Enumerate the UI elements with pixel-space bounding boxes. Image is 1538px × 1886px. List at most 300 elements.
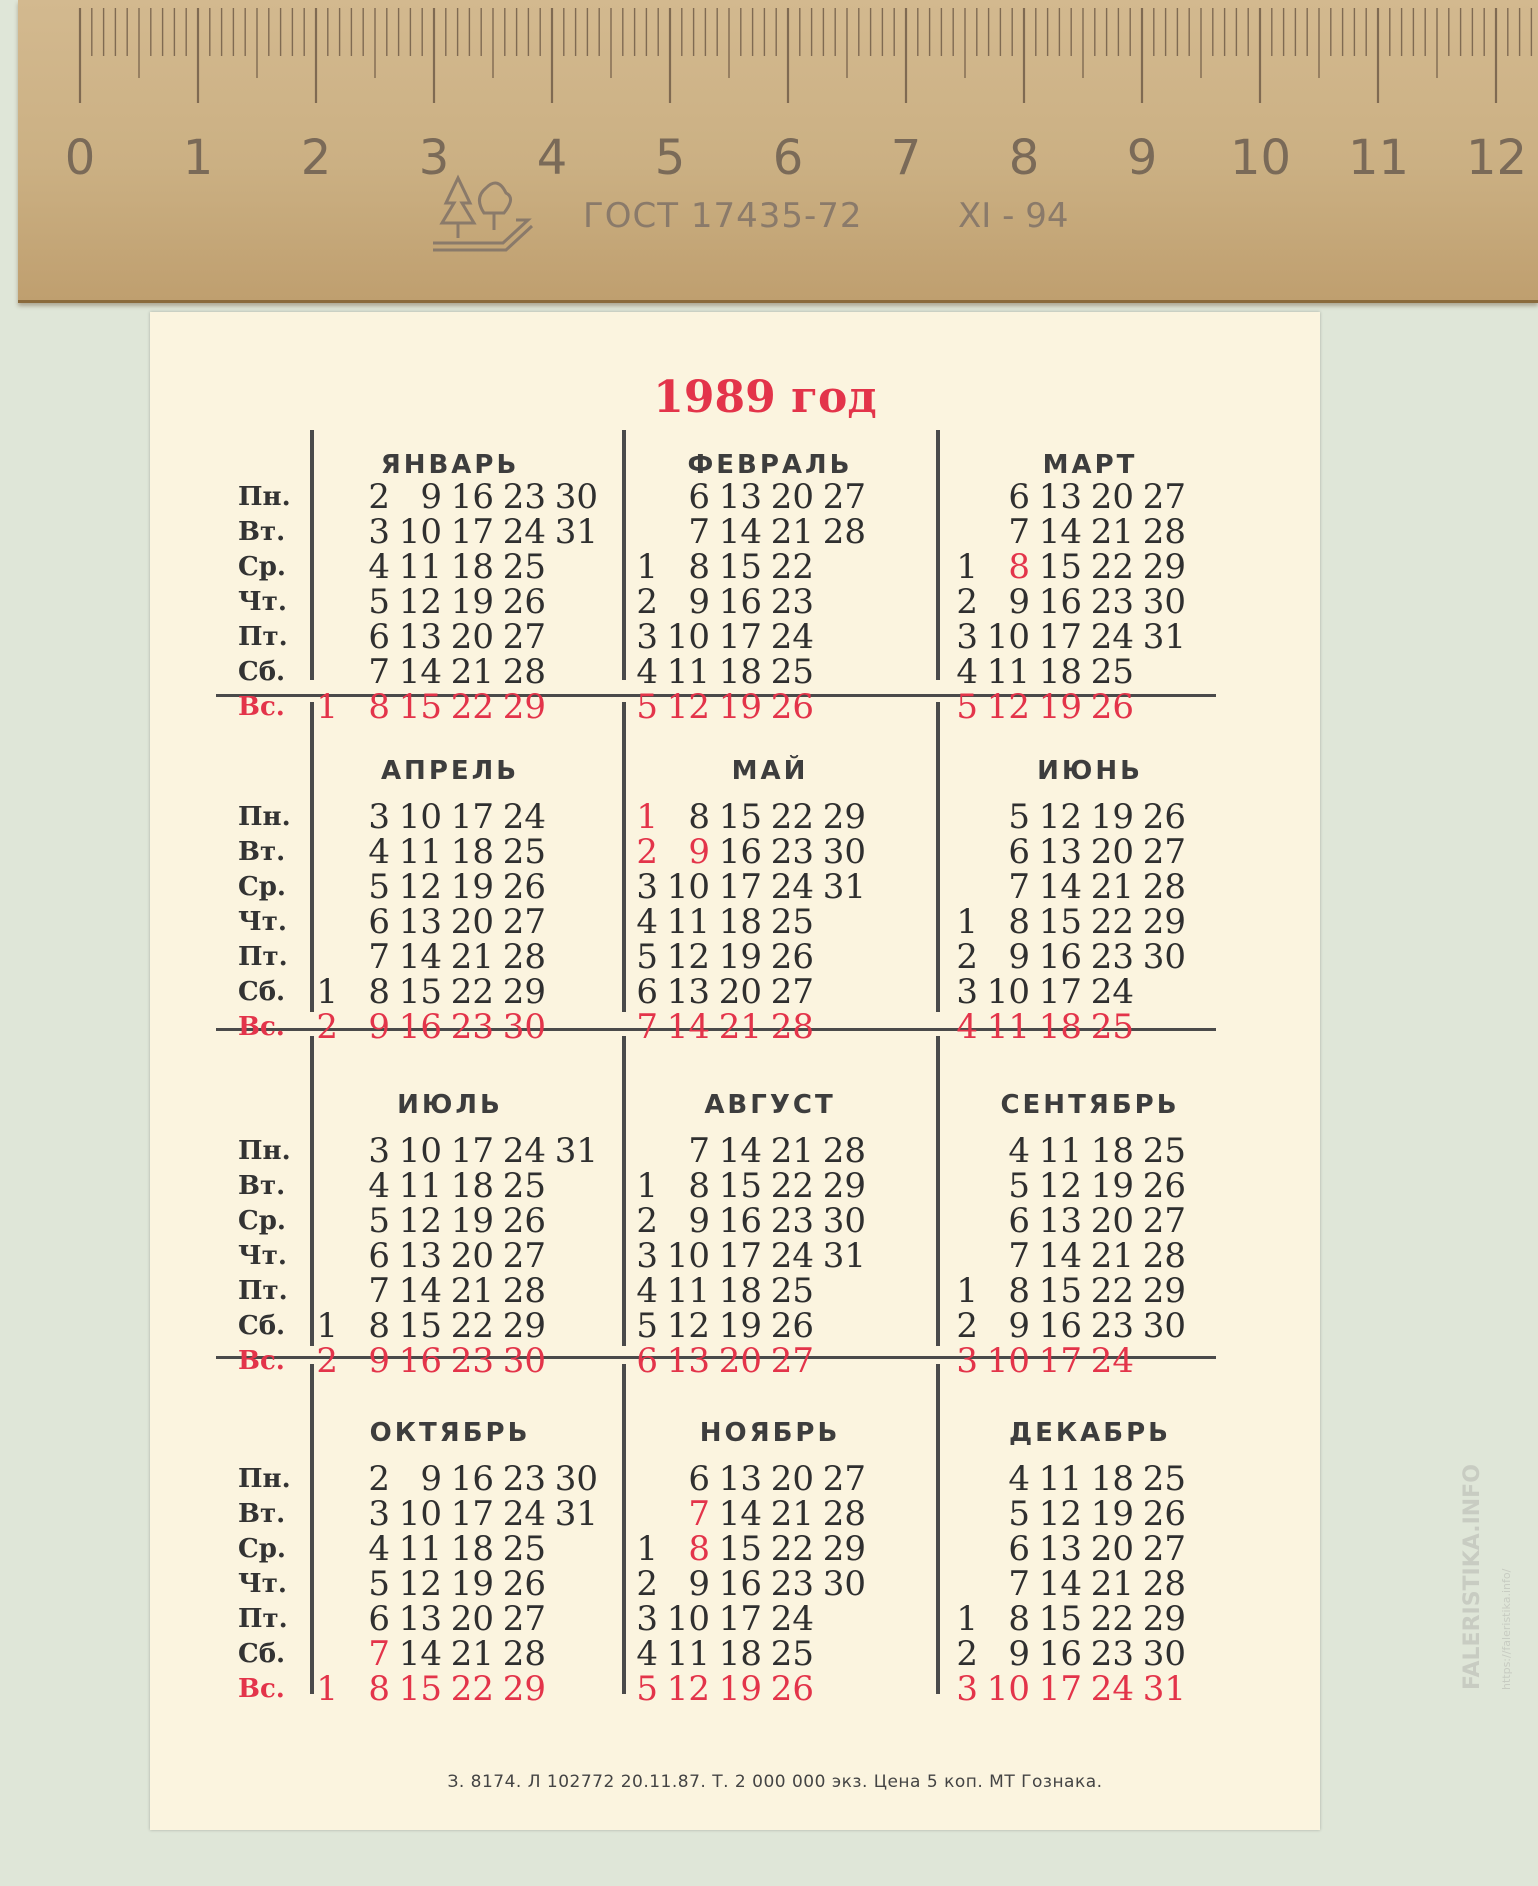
month-name: ИЮНЬ — [1037, 756, 1143, 786]
day-number: 9 — [688, 1564, 710, 1604]
day-number: 12 — [666, 937, 710, 977]
day-number: 28 — [822, 1131, 866, 1171]
day-number: 17 — [1038, 1669, 1082, 1709]
day-number: 16 — [1038, 1634, 1082, 1674]
day-number: 8 — [368, 687, 390, 727]
day-number: 3 — [956, 1341, 978, 1381]
day-number: 28 — [822, 512, 866, 552]
day-number: 7 — [368, 1271, 390, 1311]
day-number: 8 — [1008, 1271, 1030, 1311]
day-number: 22 — [1090, 547, 1134, 587]
day-number: 29 — [1142, 1271, 1186, 1311]
day-number: 20 — [1090, 1201, 1134, 1241]
day-number: 19 — [450, 867, 494, 907]
month-name: ОКТЯБРЬ — [369, 1418, 531, 1448]
wooden-ruler — [18, 0, 1538, 303]
day-number: 2 — [636, 1201, 658, 1241]
weekday-label: Пн. — [238, 482, 291, 512]
day-number: 23 — [770, 1564, 814, 1604]
day-number: 30 — [1142, 1634, 1186, 1674]
day-number: 7 — [1008, 1564, 1030, 1604]
day-number: 4 — [368, 1166, 390, 1206]
day-number: 3 — [636, 867, 658, 907]
day-number: 14 — [1038, 512, 1082, 552]
day-number: 12 — [986, 687, 1030, 727]
day-number: 3 — [636, 617, 658, 657]
day-number: 19 — [1038, 687, 1082, 727]
weekday-label: Чт. — [238, 907, 287, 937]
day-number: 13 — [718, 1459, 762, 1499]
day-number: 17 — [450, 512, 494, 552]
day-number: 10 — [986, 1669, 1030, 1709]
day-number: 31 — [1142, 617, 1186, 657]
day-number: 9 — [688, 582, 710, 622]
day-number: 22 — [450, 1669, 494, 1709]
day-number: 14 — [1038, 1236, 1082, 1276]
day-number: 30 — [554, 1459, 598, 1499]
ruler-number: 4 — [536, 130, 568, 186]
day-number: 22 — [1090, 902, 1134, 942]
month-name: МАРТ — [1042, 450, 1138, 480]
weekday-label: Сб. — [238, 657, 286, 687]
day-number: 24 — [770, 617, 814, 657]
day-number: 7 — [368, 937, 390, 977]
weekday-label: Ср. — [238, 552, 286, 582]
day-number: 18 — [718, 652, 762, 692]
day-number: 9 — [1008, 582, 1030, 622]
month-name: МАЙ — [731, 756, 809, 786]
day-number: 17 — [718, 1599, 762, 1639]
day-number: 22 — [450, 1306, 494, 1346]
ruler-number: 11 — [1348, 130, 1410, 186]
day-number: 21 — [1090, 1236, 1134, 1276]
day-number: 2 — [956, 1634, 978, 1674]
day-number: 22 — [770, 1529, 814, 1569]
day-number: 26 — [502, 1201, 546, 1241]
day-number: 7 — [688, 1494, 710, 1534]
day-number: 8 — [1008, 1599, 1030, 1639]
day-number: 24 — [770, 1236, 814, 1276]
day-number: 27 — [502, 902, 546, 942]
day-number: 11 — [666, 1634, 710, 1674]
day-number: 15 — [398, 972, 442, 1012]
day-number: 4 — [636, 1634, 658, 1674]
day-number: 30 — [822, 1201, 866, 1241]
day-number: 4 — [636, 652, 658, 692]
day-number: 22 — [450, 972, 494, 1012]
day-number: 12 — [1038, 1166, 1082, 1206]
day-number: 19 — [1090, 1494, 1134, 1534]
day-number: 5 — [636, 1669, 658, 1709]
month-name: ЯНВАРЬ — [380, 450, 520, 480]
day-number: 26 — [1142, 1166, 1186, 1206]
day-number: 30 — [1142, 1306, 1186, 1346]
day-number: 14 — [398, 1634, 442, 1674]
day-number: 5 — [636, 687, 658, 727]
day-number: 11 — [398, 547, 442, 587]
day-number: 28 — [1142, 512, 1186, 552]
day-number: 20 — [1090, 832, 1134, 872]
day-number: 13 — [1038, 477, 1082, 517]
day-number: 5 — [1008, 797, 1030, 837]
day-number: 29 — [822, 1166, 866, 1206]
day-number: 26 — [770, 687, 814, 727]
day-number: 8 — [688, 1529, 710, 1569]
day-number: 27 — [1142, 477, 1186, 517]
day-number: 17 — [450, 797, 494, 837]
day-number: 18 — [450, 1529, 494, 1569]
day-number: 13 — [1038, 832, 1082, 872]
day-number: 16 — [450, 477, 494, 517]
calendar-year-title: 1989 год — [653, 372, 877, 423]
month-name: ДЕКАБРЬ — [1009, 1418, 1171, 1448]
day-number: 21 — [1090, 512, 1134, 552]
day-number: 16 — [1038, 937, 1082, 977]
ruler-number: 0 — [64, 130, 96, 186]
day-number: 22 — [1090, 1599, 1134, 1639]
grid-divider-vertical — [310, 1036, 314, 1346]
day-number: 16 — [398, 1341, 442, 1381]
day-number: 28 — [502, 1271, 546, 1311]
day-number: 1 — [636, 1529, 658, 1569]
day-number: 29 — [822, 1529, 866, 1569]
day-number: 30 — [554, 477, 598, 517]
day-number: 1 — [636, 547, 658, 587]
day-number: 17 — [1038, 972, 1082, 1012]
weekday-label: Пн. — [238, 802, 291, 832]
day-number: 18 — [1038, 652, 1082, 692]
day-number: 27 — [770, 972, 814, 1012]
day-number: 10 — [398, 1494, 442, 1534]
day-number: 17 — [450, 1494, 494, 1534]
day-number: 15 — [1038, 902, 1082, 942]
ruler-number: 6 — [772, 130, 804, 186]
day-number: 15 — [718, 1529, 762, 1569]
day-number: 5 — [368, 1201, 390, 1241]
day-number: 16 — [1038, 582, 1082, 622]
weekday-label: Чт. — [238, 1569, 287, 1599]
day-number: 29 — [502, 1669, 546, 1709]
day-number: 14 — [718, 512, 762, 552]
day-number: 23 — [1090, 1306, 1134, 1346]
day-number: 17 — [450, 1131, 494, 1171]
day-number: 10 — [986, 972, 1030, 1012]
day-number: 8 — [688, 547, 710, 587]
day-number: 27 — [770, 1341, 814, 1381]
day-number: 11 — [398, 832, 442, 872]
day-number: 6 — [1008, 477, 1030, 517]
day-number: 13 — [398, 902, 442, 942]
day-number: 6 — [1008, 1529, 1030, 1569]
day-number: 2 — [956, 937, 978, 977]
weekday-label: Чт. — [238, 1241, 287, 1271]
day-number: 25 — [1090, 652, 1134, 692]
day-number: 27 — [1142, 1201, 1186, 1241]
day-number: 17 — [718, 617, 762, 657]
day-number: 20 — [770, 1459, 814, 1499]
month-name: СЕНТЯБРЬ — [1000, 1090, 1180, 1120]
day-number: 18 — [718, 902, 762, 942]
day-number: 7 — [1008, 512, 1030, 552]
day-number: 24 — [770, 867, 814, 907]
day-number: 20 — [450, 1236, 494, 1276]
day-number: 24 — [502, 797, 546, 837]
ruler-number: 10 — [1230, 130, 1292, 186]
day-number: 27 — [1142, 1529, 1186, 1569]
day-number: 24 — [1090, 617, 1134, 657]
weekday-label: Пт. — [238, 1604, 288, 1634]
day-number: 6 — [368, 617, 390, 657]
month-name: ФЕВРАЛЬ — [687, 450, 853, 480]
day-number: 13 — [666, 1341, 710, 1381]
day-number: 1 — [316, 1306, 338, 1346]
day-number: 19 — [450, 1564, 494, 1604]
day-number: 26 — [502, 1564, 546, 1604]
day-number: 12 — [1038, 797, 1082, 837]
day-number: 23 — [502, 477, 546, 517]
day-number: 6 — [688, 1459, 710, 1499]
weekday-label: Чт. — [238, 587, 287, 617]
day-number: 12 — [398, 867, 442, 907]
day-number: 21 — [450, 1634, 494, 1674]
day-number: 15 — [398, 1669, 442, 1709]
day-number: 15 — [718, 547, 762, 587]
day-number: 15 — [1038, 1271, 1082, 1311]
day-number: 30 — [822, 1564, 866, 1604]
day-number: 24 — [1090, 972, 1134, 1012]
day-number: 11 — [398, 1529, 442, 1569]
weekday-label: Вт. — [238, 837, 286, 867]
day-number: 23 — [1090, 582, 1134, 622]
pocket-calendar-card — [150, 312, 1320, 1830]
day-number: 30 — [502, 1341, 546, 1381]
day-number: 9 — [1008, 1306, 1030, 1346]
day-number: 4 — [636, 902, 658, 942]
day-number: 13 — [666, 972, 710, 1012]
day-number: 15 — [398, 1306, 442, 1346]
day-number: 23 — [1090, 1634, 1134, 1674]
day-number: 26 — [1142, 797, 1186, 837]
day-number: 1 — [636, 1166, 658, 1206]
tree-stamp-icon — [428, 168, 538, 258]
day-number: 28 — [1142, 1564, 1186, 1604]
day-number: 16 — [450, 1459, 494, 1499]
day-number: 29 — [502, 972, 546, 1012]
day-number: 14 — [1038, 1564, 1082, 1604]
weekday-label: Пн. — [238, 1136, 291, 1166]
day-number: 3 — [368, 1131, 390, 1171]
day-number: 2 — [636, 832, 658, 872]
day-number: 7 — [368, 1634, 390, 1674]
day-number: 30 — [1142, 937, 1186, 977]
day-number: 10 — [666, 617, 710, 657]
day-number: 31 — [554, 1494, 598, 1534]
day-number: 9 — [420, 477, 442, 517]
day-number: 28 — [502, 652, 546, 692]
day-number: 18 — [450, 832, 494, 872]
day-number: 23 — [770, 1201, 814, 1241]
day-number: 26 — [502, 582, 546, 622]
day-number: 23 — [450, 1341, 494, 1381]
day-number: 16 — [718, 832, 762, 872]
day-number: 5 — [956, 687, 978, 727]
day-number: 11 — [986, 1007, 1030, 1047]
day-number: 4 — [368, 832, 390, 872]
day-number: 3 — [368, 797, 390, 837]
day-number: 8 — [1008, 902, 1030, 942]
day-number: 6 — [688, 477, 710, 517]
day-number: 1 — [316, 972, 338, 1012]
day-number: 12 — [666, 1306, 710, 1346]
day-number: 10 — [398, 512, 442, 552]
day-number: 20 — [718, 972, 762, 1012]
day-number: 10 — [986, 1341, 1030, 1381]
day-number: 26 — [1090, 687, 1134, 727]
day-number: 25 — [502, 1166, 546, 1206]
day-number: 27 — [822, 477, 866, 517]
day-number: 7 — [688, 1131, 710, 1171]
day-number: 29 — [1142, 1599, 1186, 1639]
day-number: 11 — [666, 1271, 710, 1311]
day-number: 3 — [368, 1494, 390, 1534]
day-number: 2 — [316, 1007, 338, 1047]
day-number: 7 — [1008, 1236, 1030, 1276]
day-number: 14 — [718, 1131, 762, 1171]
day-number: 4 — [956, 1007, 978, 1047]
day-number: 9 — [420, 1459, 442, 1499]
day-number: 26 — [1142, 1494, 1186, 1534]
day-number: 21 — [770, 1131, 814, 1171]
day-number: 20 — [450, 617, 494, 657]
day-number: 29 — [1142, 547, 1186, 587]
ruler-number: 7 — [890, 130, 922, 186]
day-number: 11 — [398, 1166, 442, 1206]
day-number: 20 — [1090, 477, 1134, 517]
day-number: 26 — [770, 1306, 814, 1346]
weekday-label: Пн. — [238, 1464, 291, 1494]
weekday-label: Сб. — [238, 1639, 286, 1669]
ruler-number: 2 — [300, 130, 332, 186]
day-number: 24 — [502, 1494, 546, 1534]
day-number: 5 — [368, 867, 390, 907]
day-number: 9 — [688, 1201, 710, 1241]
day-number: 8 — [688, 1166, 710, 1206]
day-number: 2 — [636, 582, 658, 622]
day-number: 2 — [956, 1306, 978, 1346]
day-number: 22 — [770, 547, 814, 587]
day-number: 18 — [718, 1271, 762, 1311]
day-number: 4 — [1008, 1131, 1030, 1171]
day-number: 5 — [1008, 1494, 1030, 1534]
day-number: 8 — [368, 1306, 390, 1346]
day-number: 25 — [1142, 1131, 1186, 1171]
day-number: 13 — [1038, 1529, 1082, 1569]
day-number: 1 — [956, 547, 978, 587]
day-number: 28 — [822, 1494, 866, 1534]
site-watermark: FALERISTIKA.INFO — [1460, 1464, 1485, 1690]
day-number: 28 — [770, 1007, 814, 1047]
day-number: 27 — [502, 1599, 546, 1639]
day-number: 14 — [398, 937, 442, 977]
day-number: 20 — [1090, 1529, 1134, 1569]
ruler-number: 9 — [1126, 130, 1158, 186]
day-number: 23 — [770, 582, 814, 622]
day-number: 4 — [636, 1271, 658, 1311]
day-number: 22 — [450, 687, 494, 727]
day-number: 10 — [666, 1599, 710, 1639]
month-name: ИЮЛЬ — [397, 1090, 503, 1120]
day-number: 15 — [398, 687, 442, 727]
weekday-label: Вс. — [238, 1674, 285, 1704]
day-number: 17 — [718, 867, 762, 907]
day-number: 2 — [636, 1564, 658, 1604]
day-number: 31 — [822, 867, 866, 907]
weekday-label: Вс. — [238, 1012, 285, 1042]
day-number: 16 — [718, 1201, 762, 1241]
weekday-label: Вс. — [238, 692, 285, 722]
day-number: 9 — [368, 1007, 390, 1047]
day-number: 16 — [718, 1564, 762, 1604]
day-number: 9 — [688, 832, 710, 872]
day-number: 11 — [1038, 1131, 1082, 1171]
day-number: 17 — [1038, 617, 1082, 657]
day-number: 13 — [398, 1599, 442, 1639]
day-number: 21 — [450, 1271, 494, 1311]
day-number: 20 — [450, 902, 494, 942]
day-number: 7 — [636, 1007, 658, 1047]
day-number: 20 — [450, 1599, 494, 1639]
print-imprint: З. 8174. Л 102772 20.11.87. Т. 2 000 000 экз. Цена 5 коп. МТ Гознака. — [447, 1772, 1103, 1792]
day-number: 24 — [502, 512, 546, 552]
day-number: 28 — [1142, 867, 1186, 907]
day-number: 1 — [316, 1669, 338, 1709]
day-number: 14 — [1038, 867, 1082, 907]
weekday-label: Ср. — [238, 1534, 286, 1564]
day-number: 30 — [822, 832, 866, 872]
day-number: 10 — [398, 1131, 442, 1171]
day-number: 25 — [770, 902, 814, 942]
day-number: 14 — [718, 1494, 762, 1534]
day-number: 24 — [502, 1131, 546, 1171]
day-number: 9 — [1008, 937, 1030, 977]
day-number: 18 — [1090, 1131, 1134, 1171]
day-number: 24 — [1090, 1669, 1134, 1709]
day-number: 11 — [1038, 1459, 1082, 1499]
day-number: 19 — [450, 1201, 494, 1241]
day-number: 19 — [718, 687, 762, 727]
day-number: 13 — [398, 617, 442, 657]
day-number: 18 — [450, 1166, 494, 1206]
weekday-label: Сб. — [238, 1311, 286, 1341]
day-number: 31 — [554, 512, 598, 552]
day-number: 28 — [1142, 1236, 1186, 1276]
day-number: 6 — [1008, 1201, 1030, 1241]
day-number: 2 — [956, 582, 978, 622]
day-number: 31 — [1142, 1669, 1186, 1709]
month-name: АВГУСТ — [704, 1090, 836, 1120]
day-number: 5 — [1008, 1166, 1030, 1206]
ruler-number: 8 — [1008, 130, 1040, 186]
day-number: 10 — [398, 797, 442, 837]
day-number: 11 — [986, 652, 1030, 692]
day-number: 12 — [666, 1669, 710, 1709]
day-number: 19 — [1090, 1166, 1134, 1206]
grid-divider-vertical — [310, 702, 314, 1012]
day-number: 25 — [502, 832, 546, 872]
day-number: 3 — [956, 972, 978, 1012]
day-number: 11 — [666, 902, 710, 942]
day-number: 19 — [450, 582, 494, 622]
